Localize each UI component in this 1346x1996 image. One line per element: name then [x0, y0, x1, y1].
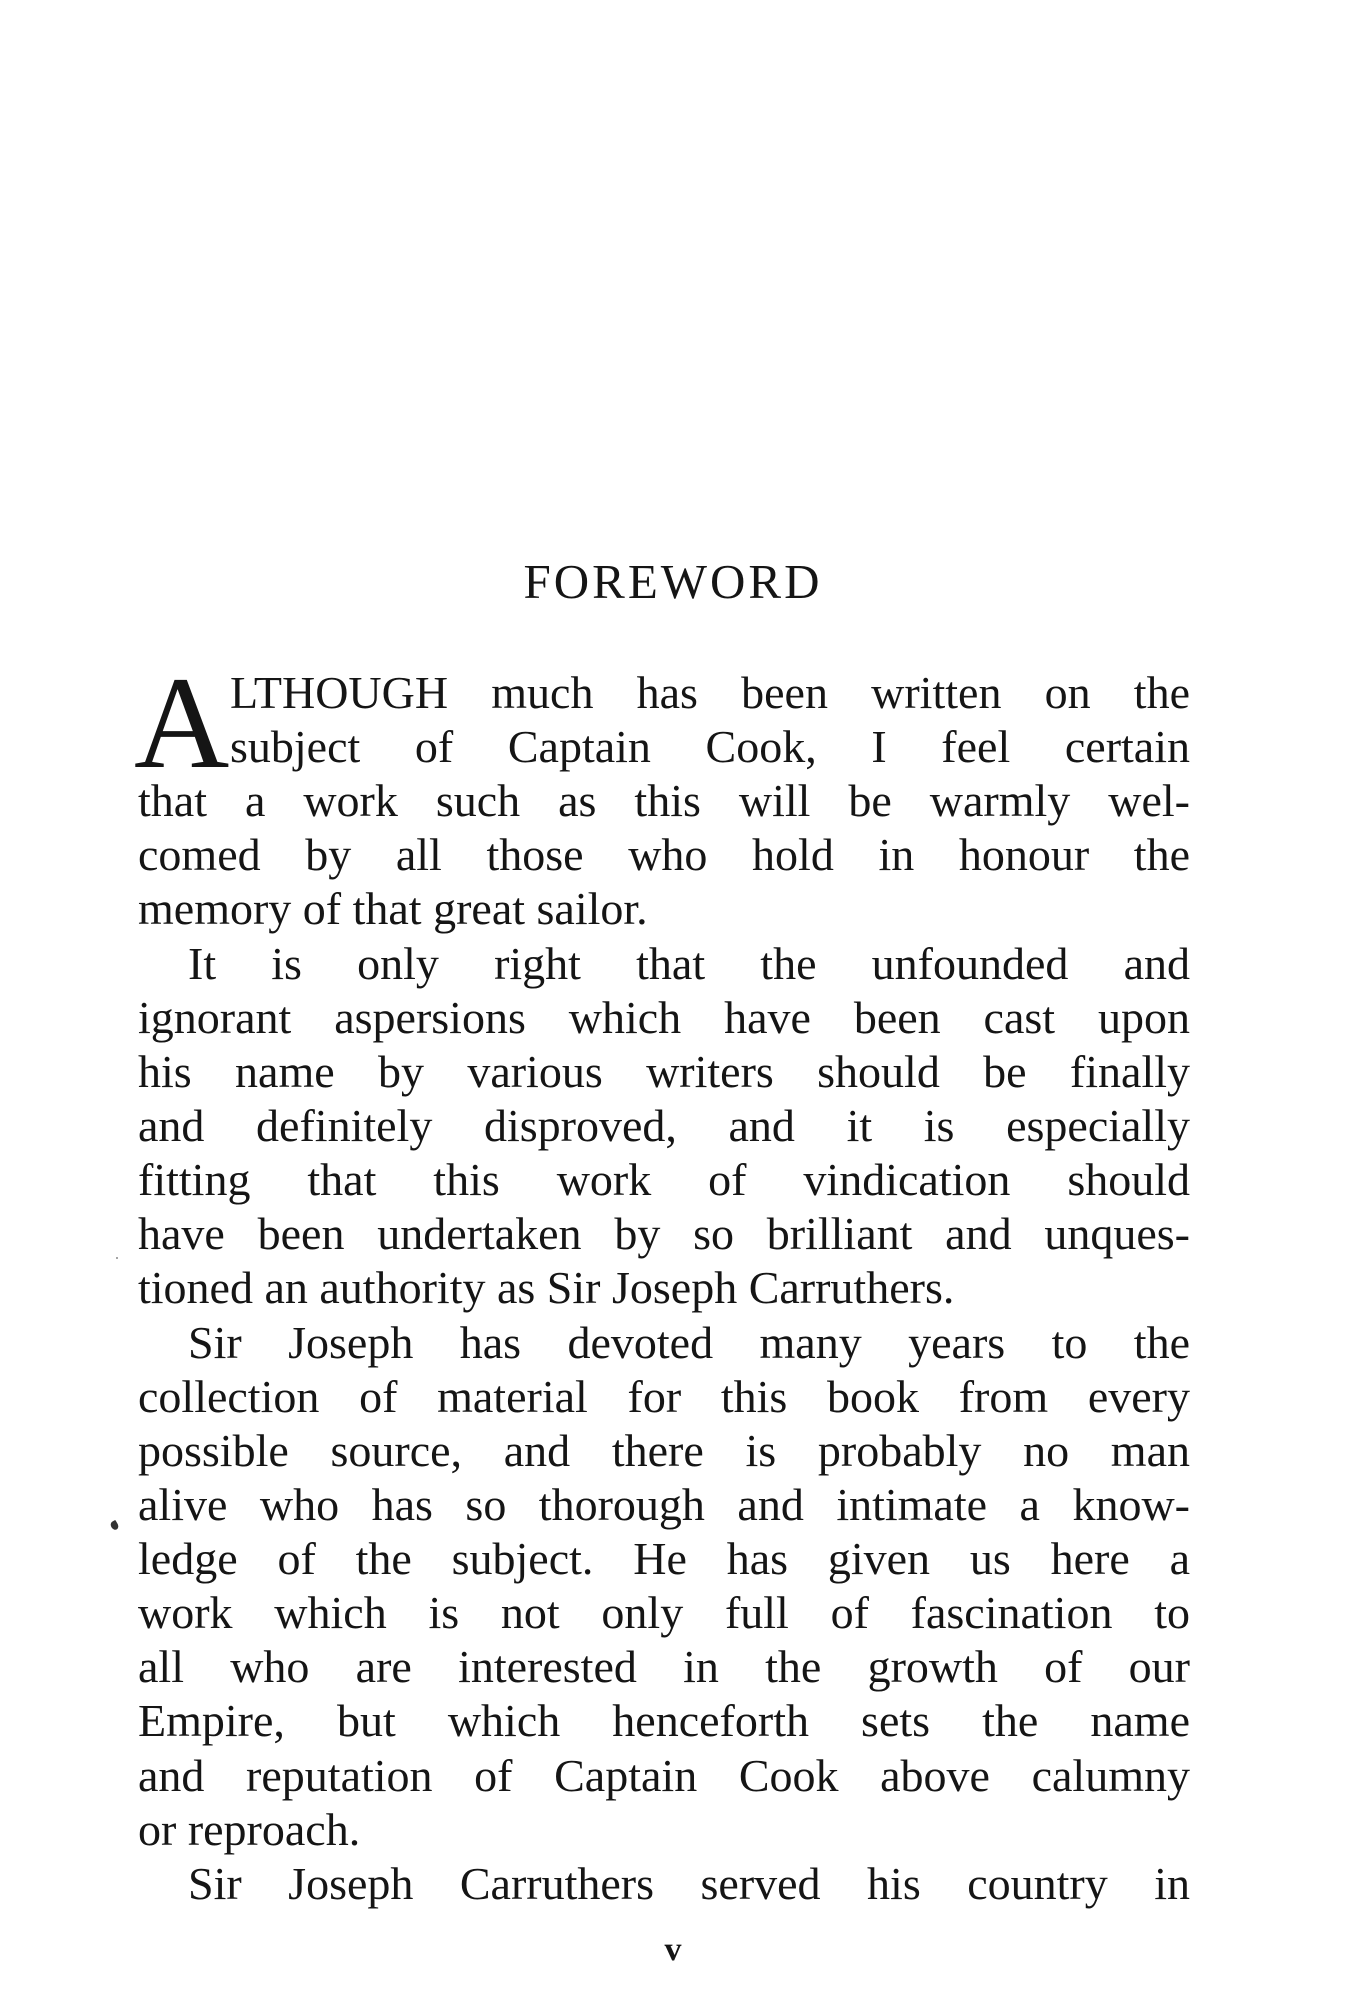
text-line: subject of Captain Cook, I feel certain	[230, 721, 1190, 772]
text-line: fitting that this work of vindication should	[138, 1154, 1190, 1205]
text-line: tioned an authority as Sir Joseph Carruthers.	[138, 1262, 955, 1313]
text-line: and definitely disproved, and it is especially	[138, 1100, 1190, 1151]
text-line: have been undertaken by so brilliant and unques-	[138, 1208, 1190, 1259]
text-line: that a work such as this will be warmly wel-	[138, 775, 1190, 826]
text-line: LTHOUGH much has been written on the	[230, 667, 1190, 718]
text-line: Sir Joseph has devoted many years to the	[188, 1317, 1190, 1368]
text-line: memory of that great sailor.	[138, 883, 648, 934]
text-line: possible source, and there is probably no man	[138, 1425, 1190, 1476]
ink-speck	[109, 1520, 120, 1531]
text-line: or reproach.	[138, 1804, 361, 1855]
text-line: collection of material for this book from every	[138, 1371, 1190, 1422]
drop-cap: A	[134, 649, 230, 796]
page-number: v	[664, 1931, 682, 1968]
text-line: comed by all those who hold in honour the	[138, 829, 1190, 880]
text-line: ignorant aspersions which have been cast upon	[138, 992, 1190, 1043]
text-line: Sir Joseph Carruthers served his country in	[188, 1858, 1190, 1909]
text-line: It is only right that the unfounded and	[188, 938, 1190, 989]
text-line: his name by various writers should be finally	[138, 1046, 1190, 1097]
page-title: FOREWORD	[523, 554, 823, 609]
text-line: ledge of the subject. He has given us here a	[138, 1533, 1190, 1584]
text-line: alive who has so thorough and intimate a know-	[138, 1479, 1190, 1530]
text-line: Empire, but which henceforth sets the name	[138, 1695, 1190, 1746]
text-line: all who are interested in the growth of our	[138, 1641, 1190, 1692]
ink-speck	[116, 1257, 118, 1259]
text-line: and reputation of Captain Cook above calumny	[138, 1750, 1190, 1801]
text-line: work which is not only full of fascination to	[138, 1587, 1190, 1638]
